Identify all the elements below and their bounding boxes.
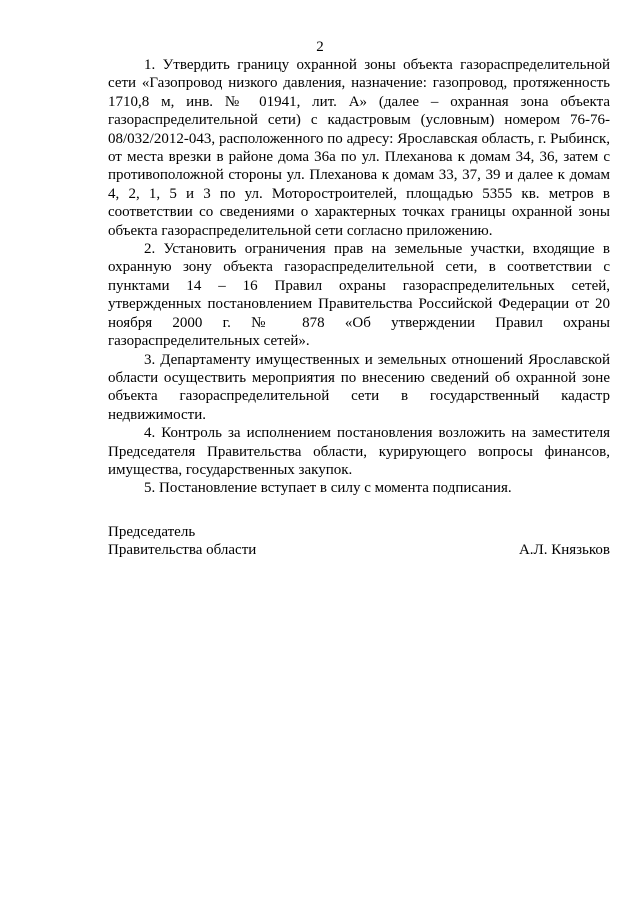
signatory-title-line-2: Правительства области xyxy=(108,542,257,559)
paragraph-5: 5. Постановление вступает в силу с момента подписания. xyxy=(144,480,512,497)
signature-block xyxy=(108,523,610,560)
paragraph-3: 3. Департаменту имущественных и земельных отношений Ярославской области осуществить мероприятия по внесению сведений об охранной зоне объекта газораспределительной сети в государственный кадастр недвижимости. xyxy=(108,351,610,423)
signatory-name: А.Л. Князьков xyxy=(518,542,610,559)
paragraph-4: 4. Контроль за исполнением постановления возложить на заместителя Председателя Правительства области, курирующего вопросы финансов, имущества, государственных закупок. xyxy=(108,425,610,478)
paragraph-1: 1. Утвердить границу охранной зоны объекта газораспределительной сети «Газопровод низкого давления, назначение: газопровод, протяженность 1710,8 м, инв. № 01941, лит. А» (далее – охранная зона объекта газораспределительной сети) с кадастровым (условным) номером 76-76-08/032/2012-043, расположенного по адресу: Ярославская область, г. Рыбинск, от места врезки в районе дома 36а по ул. Плеханова к домам 34, 36, затем с противоположной стороны ул. Плеханова к домам 33, 37, 39 и далее к домам 4, 2, 1, 5 и 3 по ул. Моторостроителей, площадью 5355 кв. метров в соответствии со сведениями о характерных точках границы охранной зоны объекта газораспределительной сети согласно приложению. xyxy=(108,57,610,239)
paragraph-2: 2. Установить ограничения прав на земельные участки, входящие в охранную зону объекта газораспределительной сети, в соответствии с пунктами 14 – 16 Правил охраны газораспределительных сетей, утвержденных постановлением Правительства Российской Федерации от 20 ноября 2000 г. № 878 «Об утверждении Правил охраны газораспределительных сетей». xyxy=(108,241,610,350)
document-body xyxy=(108,56,610,498)
signatory-title-line-1: Председатель xyxy=(108,524,196,540)
page-number: 2 xyxy=(316,39,324,55)
signatory-row xyxy=(108,541,610,559)
